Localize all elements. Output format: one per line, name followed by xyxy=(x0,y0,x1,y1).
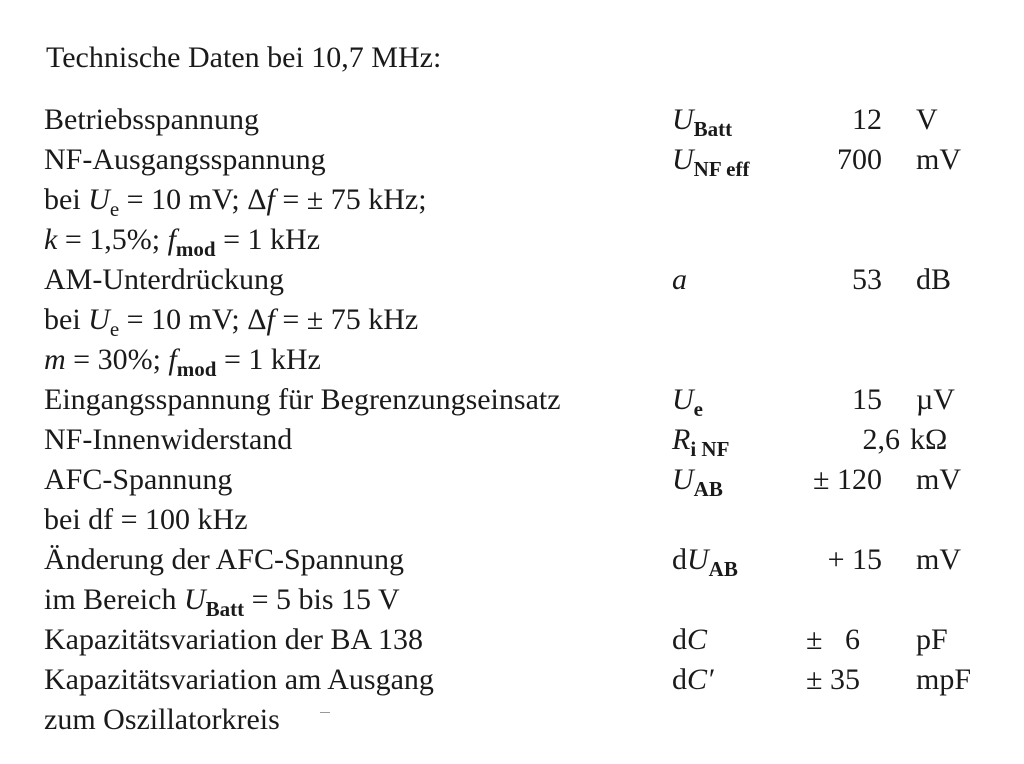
spec-unit: mV xyxy=(916,463,961,496)
spec-condition-label: zum Oszillatorkreis xyxy=(44,703,280,736)
spec-row-condition xyxy=(0,700,1024,740)
spec-symbol: dC xyxy=(672,623,708,656)
spec-label: AFC-Spannung xyxy=(44,463,233,496)
spec-value: 2,6 xyxy=(862,423,900,456)
spec-row-condition xyxy=(0,340,1024,380)
spec-row-condition xyxy=(0,220,1024,260)
spec-row-afc-aenderung xyxy=(0,540,1024,580)
spec-unit: kΩ xyxy=(910,423,948,456)
spec-row-afc-spannung xyxy=(0,460,1024,500)
spec-row-nf-innenwiderstand xyxy=(0,420,1024,460)
spec-label: NF-Innenwiderstand xyxy=(44,423,293,456)
spec-unit: mpF xyxy=(916,663,972,696)
spec-symbol: $dU_{AB}$ xyxy=(672,543,738,581)
spec-symbol: $U_e$ xyxy=(672,383,703,421)
spec-row-kapazitaet-ausgang xyxy=(0,660,1024,700)
spec-condition-label: bei $U_e = 10$ mV; Δf = ± 75 kHz xyxy=(44,303,419,341)
spec-row-am-unterdrueckung xyxy=(0,260,1024,300)
spec-value: ± 35 xyxy=(806,663,860,696)
spec-condition-label: bei $U_e = 10$ mV; Δf = ± 75 kHz; xyxy=(44,183,427,221)
spec-row-condition xyxy=(0,580,1024,620)
spec-symbol: dC′ xyxy=(672,663,714,696)
spec-unit: pF xyxy=(916,623,948,656)
spec-value: ± 6 xyxy=(806,623,860,656)
spec-symbol: a xyxy=(672,263,687,296)
spec-label: Kapazitätsvariation am Ausgang xyxy=(44,663,434,696)
spec-row-nf-ausgangsspannung xyxy=(0,140,1024,180)
spec-label: Betriebsspannung xyxy=(44,103,259,136)
spec-row-condition xyxy=(0,500,1024,540)
spec-label: NF-Ausgangsspannung xyxy=(44,143,326,176)
spec-symbol: $U_{AB}$ xyxy=(672,463,723,501)
spec-unit: V xyxy=(916,103,938,136)
page-title: Technische Daten bei 10,7 MHz: xyxy=(46,41,442,74)
spec-value: 15 xyxy=(852,383,882,416)
spec-label: Eingangsspannung für Begrenzungseinsatz xyxy=(44,383,561,416)
spec-condition-label: im Bereich $U_{Batt} = 5$ bis 15 V xyxy=(44,583,400,621)
spec-unit: mV xyxy=(916,143,961,176)
spec-value: 700 xyxy=(837,143,882,176)
spec-row-kapazitaet-ba138 xyxy=(0,620,1024,660)
spec-label: Änderung der AFC-Spannung xyxy=(44,543,404,576)
spec-symbol: $U_{Batt}$ xyxy=(672,103,733,141)
spec-row-eingangsspannung xyxy=(0,380,1024,420)
spec-value: ± 120 xyxy=(813,463,882,496)
spec-symbol: $U_{NF eff}$ xyxy=(672,143,750,181)
ink-mark xyxy=(320,712,330,713)
spec-value: 12 xyxy=(852,103,882,136)
spec-row-condition xyxy=(0,300,1024,340)
spec-label: Kapazitätsvariation der BA 138 xyxy=(44,623,424,656)
spec-condition-label: m = 30%; $f_{mod} = 1$ kHz xyxy=(44,343,321,381)
spec-symbol: $R_{i NF}$ xyxy=(672,423,730,461)
spec-value: + 15 xyxy=(827,543,882,576)
spec-condition-label: bei df = 100 kHz xyxy=(44,503,248,536)
spec-unit: µV xyxy=(916,383,955,416)
spec-label: AM-Unterdrückung xyxy=(44,263,284,296)
spec-unit: mV xyxy=(916,543,961,576)
spec-row-condition xyxy=(0,180,1024,220)
spec-unit: dB xyxy=(916,263,952,296)
spec-value: 53 xyxy=(852,263,882,296)
spec-condition-label: k = 1,5%; $f_{mod} = 1$ kHz xyxy=(44,223,321,261)
spec-row-betriebsspannung xyxy=(0,100,1024,140)
